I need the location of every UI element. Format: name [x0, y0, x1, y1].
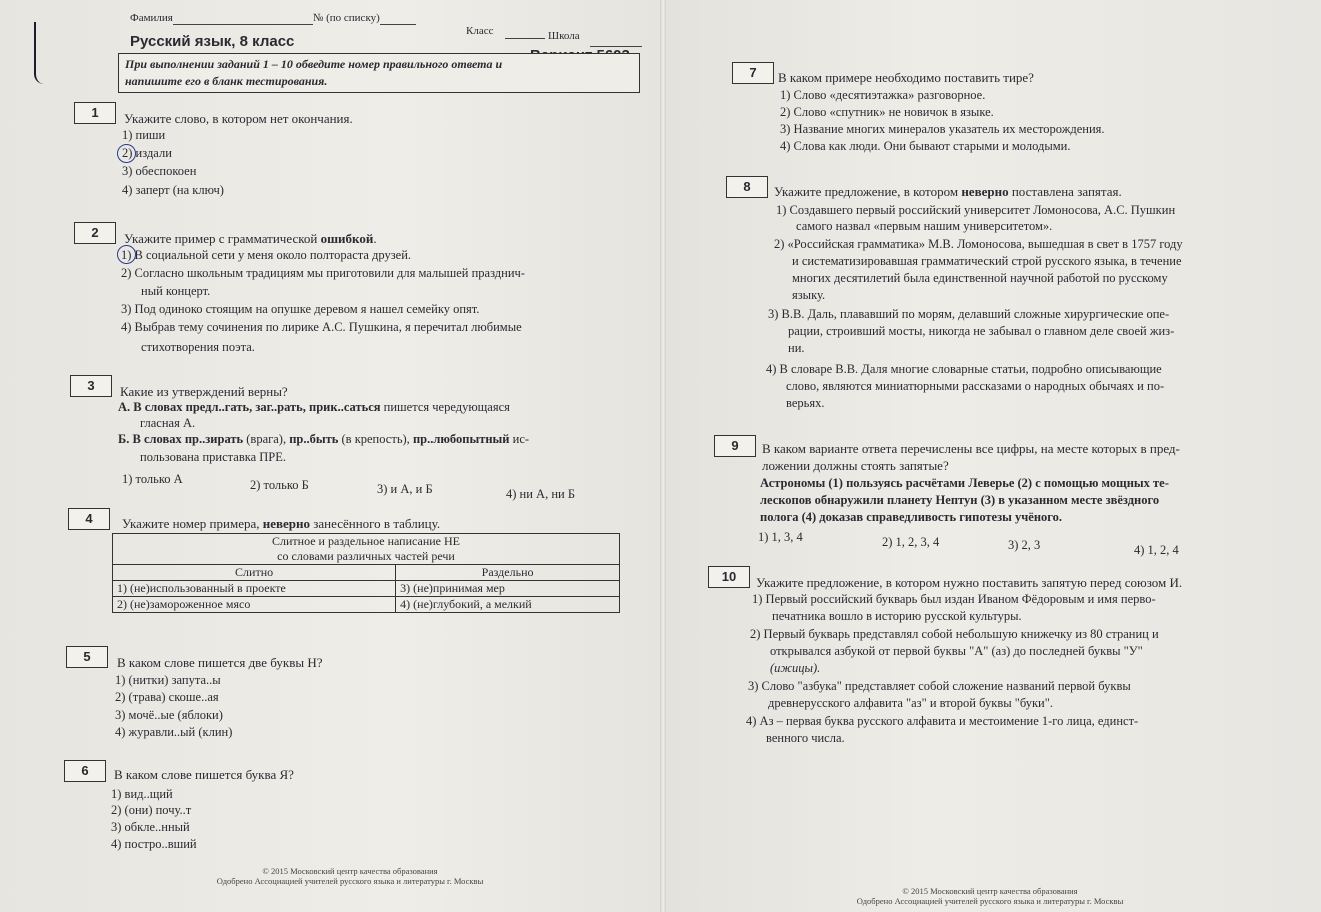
- q4-text-a: Укажите номер примера,: [122, 516, 263, 531]
- q3-option-1[interactable]: 1) только А: [122, 472, 183, 486]
- q7-option-1[interactable]: 1) Слово «десятиэтажка» разговорное.: [780, 88, 986, 102]
- q3-b-word2: пр..быть: [289, 432, 339, 446]
- q9-sentence-1: Астрономы (1) пользуясь расчётами Леверье (2) с помощью мощных те-: [760, 476, 1169, 490]
- q3-b-mid2: (в крепость),: [338, 432, 413, 446]
- q8-option-3-cont2: ни.: [788, 341, 805, 355]
- q5-option-2[interactable]: 2) (трава) скоше..ая: [115, 690, 219, 704]
- table-row: [113, 581, 620, 597]
- q3-b-rest: ис-: [509, 432, 530, 446]
- school-label: Школа: [548, 30, 580, 42]
- instruction-box: [118, 53, 640, 93]
- footer-right: [840, 886, 1140, 906]
- q1-option-3[interactable]: 3) обеспокоен: [122, 164, 197, 178]
- q4-col-header-1: Слитно: [113, 565, 396, 581]
- q2-option-2-cont: ный концерт.: [141, 284, 211, 298]
- q3-b-word1: пр..зирать: [184, 432, 244, 446]
- q3-option-4[interactable]: 4) ни А, ни Б: [506, 487, 576, 501]
- q2-text: [124, 231, 377, 247]
- q5-option-4[interactable]: 4) журавли..ый (клин): [115, 725, 233, 739]
- q8-option-2-cont1: и систематизировавшая грамматический строй русского языка, в течение: [792, 254, 1182, 268]
- q4-col-header-2: Раздельно: [396, 565, 620, 581]
- q7-option-4[interactable]: 4) Слова как люди. Они бывают старыми и молодыми.: [780, 139, 1071, 153]
- footer-left-line1: © 2015 Московский центр качества образования: [262, 866, 438, 876]
- subject-title: Русский язык, 8 класс: [130, 33, 295, 50]
- surname-label: Фамилия: [130, 12, 173, 24]
- instruction-line2: напишите его в бланк тестирования.: [125, 74, 328, 88]
- q8-option-4-cont2: верьях.: [786, 396, 825, 410]
- q3-statement-b: [118, 432, 529, 447]
- q10-option-3-cont: древнерусского алфавита "аз" и второй буквы "буки".: [768, 696, 1053, 710]
- q4-text-c: занесённого в таблицу.: [310, 516, 441, 531]
- table-row: [113, 565, 620, 581]
- q6-text: В каком слове пишется буква Я?: [114, 767, 294, 782]
- q4-table-title: [113, 534, 620, 565]
- q6-option-4[interactable]: 4) постро..вший: [111, 837, 197, 851]
- q6-option-3[interactable]: 3) обкле..нный: [111, 820, 190, 834]
- q8-text: [774, 184, 1122, 200]
- q2-option-4[interactable]: 4) Выбрав тему сочинения по лирике А.С. Пушкина, я перечитал любимые: [121, 320, 522, 334]
- q3-b-label: Б. В словах: [118, 432, 185, 446]
- q8-number: 8: [726, 176, 768, 198]
- q8-text-c: поставлена запятая.: [1008, 184, 1122, 199]
- q10-option-2[interactable]: 2) Первый букварь представлял собой небольшую книжечку из 80 страниц и: [750, 627, 1159, 641]
- q4-cell-r1c1[interactable]: 1) (не)использованный в проекте: [113, 581, 396, 597]
- q3-text: Какие из утверждений верны?: [120, 384, 288, 399]
- q4-table-title-2: со словами различных частей речи: [277, 549, 455, 563]
- q4-cell-r2c1[interactable]: 2) (не)замороженное мясо: [113, 597, 396, 613]
- q2-option-4-cont: стихотворения поэта.: [141, 340, 255, 354]
- q4-table-title-1: Слитное и раздельное написание НЕ: [271, 534, 460, 548]
- q2-number: 2: [74, 222, 116, 244]
- q5-number: 5: [66, 646, 108, 668]
- q10-option-3[interactable]: 3) Слово "азбука" представляет собой сложение названий первой буквы: [748, 679, 1131, 693]
- q10-option-1[interactable]: 1) Первый российский букварь был издан Иваном Фёдоровым и имя перво-: [752, 592, 1156, 606]
- answer-circle-q1: [117, 144, 136, 163]
- footer-right-line2: Одобрено Ассоциацией учителей русского языка и литературы г. Москвы: [856, 896, 1124, 906]
- q5-option-3[interactable]: 3) мочё..ые (яблоки): [115, 708, 223, 722]
- list-no-label: № (по списку): [312, 12, 380, 24]
- footer-right-line1: © 2015 Московский центр качества образования: [902, 886, 1078, 896]
- q9-option-3[interactable]: 3) 2, 3: [1008, 538, 1041, 552]
- q3-number: 3: [70, 375, 112, 397]
- surname-line: [173, 12, 313, 25]
- q9-text-1: В каком варианте ответа перечислены все цифры, на месте которых в пред-: [762, 441, 1180, 456]
- q3-a-label: А. В словах: [118, 400, 186, 414]
- q8-option-1-cont: самого назвал «первым нашим университетом».: [796, 219, 1053, 233]
- q8-text-bold: неверно: [961, 184, 1009, 199]
- q8-option-4[interactable]: 4) В словаре В.В. Даля многие словарные статьи, подробно описывающие: [766, 362, 1162, 376]
- q8-option-2-cont3: языку.: [792, 288, 826, 302]
- q3-statement-a-cont: гласная А.: [140, 416, 196, 430]
- q8-option-1[interactable]: 1) Создавшего первый российский университет Ломоносова, А.С. Пушкин: [776, 203, 1176, 217]
- footer-left-line2: Одобрено Ассоциацией учителей русского языка и литературы г. Москвы: [216, 876, 484, 886]
- q2-text-c: .: [373, 231, 377, 246]
- q1-option-4[interactable]: 4) заперт (на ключ): [122, 183, 224, 197]
- answer-circle-q2: [117, 245, 136, 264]
- q2-text-a: Укажите пример с грамматической: [124, 231, 321, 246]
- q3-statement-a: [118, 400, 510, 415]
- q3-option-2[interactable]: 2) только Б: [250, 478, 309, 492]
- q1-number: 1: [74, 102, 116, 124]
- q7-text: В каком примере необходимо поставить тире?: [778, 70, 1034, 85]
- q1-option-1[interactable]: 1) пиши: [122, 128, 166, 142]
- q1-option-2[interactable]: 2) издали: [122, 146, 172, 160]
- footer-left: [200, 866, 500, 886]
- q3-b-mid1: (врага),: [243, 432, 290, 446]
- q9-sentence-3: полога (4) доказав справедливость гипотезы учёного.: [760, 510, 1063, 524]
- q8-option-4-cont1: слово, являются миниатюрными рассказами о народных обычаях и по-: [786, 379, 1165, 393]
- q7-number: 7: [732, 62, 774, 84]
- q6-number: 6: [64, 760, 106, 782]
- q10-option-1-cont: печатника вошло в историю русской культуры.: [772, 609, 1022, 623]
- header-fields: [130, 12, 416, 25]
- q9-sentence-2: лескопов обнаружили планету Нептун (3) в указанном месте звёздного: [760, 493, 1160, 507]
- list-no-line: [380, 12, 416, 25]
- q10-option-2-cont2: (ижицы).: [770, 661, 821, 675]
- q4-text: [122, 516, 440, 532]
- q10-option-4[interactable]: 4) Аз – первая буква русского алфавита и местоимение 1-го лица, единст-: [746, 714, 1139, 728]
- q4-number: 4: [68, 508, 110, 530]
- q4-cell-r2c2[interactable]: 4) (не)глубокий, а мелкий: [396, 597, 620, 613]
- q9-option-2[interactable]: 2) 1, 2, 3, 4: [882, 535, 940, 549]
- q3-a-words: предл..гать, заг..рать, прик..саться: [185, 400, 381, 414]
- class-line: [505, 38, 545, 39]
- q3-b-word3: пр..любопытный: [412, 432, 510, 446]
- table-row: [113, 534, 620, 565]
- q10-option-2-cont1: открывался азбукой от первой буквы "А" (аз) до последней буквы "У": [770, 644, 1143, 658]
- q6-option-1[interactable]: 1) вид..щий: [111, 787, 173, 801]
- q4-table: [112, 533, 620, 613]
- page-fold: [660, 0, 666, 912]
- q8-option-2-cont2: многих десятилетий была единственной научной работой по русскому: [792, 271, 1168, 285]
- q4-cell-r1c2[interactable]: 3) (не)принимая мер: [396, 581, 620, 597]
- q10-text: Укажите предложение, в котором нужно поставить запятую перед союзом И.: [756, 575, 1183, 590]
- class-label: Класс: [466, 25, 494, 37]
- instruction-line1: При выполнении заданий 1 – 10 обведите номер правильного ответа и: [125, 57, 503, 71]
- q8-text-a: Укажите предложение, в котором: [774, 184, 962, 199]
- q10-option-4-cont: венного числа.: [766, 731, 845, 745]
- q3-statement-b-cont: пользована приставка ПРЕ.: [140, 450, 287, 464]
- q1-text: Укажите слово, в котором нет окончания.: [124, 111, 353, 126]
- q9-option-4[interactable]: 4) 1, 2, 4: [1134, 543, 1179, 557]
- q9-option-1[interactable]: 1) 1, 3, 4: [758, 530, 803, 544]
- q3-a-rest: пишется чередующаяся: [380, 400, 510, 414]
- table-row: [113, 597, 620, 613]
- q8-option-3-cont1: рации, строивший мосты, никогда не забывал о главном деле своей жиз-: [788, 324, 1175, 338]
- q9-text-2: ложении должны стоять запятые?: [762, 458, 949, 473]
- q2-option-2[interactable]: 2) Согласно школьным традициям мы приготовили для малышей празднич-: [121, 266, 525, 280]
- q4-text-bold: неверно: [262, 516, 311, 531]
- q5-option-1[interactable]: 1) (нитки) запута..ы: [115, 673, 221, 687]
- q2-option-3[interactable]: 3) Под одиноко стоящим на опушке деревом я нашел семейку опят.: [121, 302, 480, 316]
- q2-text-bold: ошибкой: [320, 231, 374, 246]
- q6-option-2[interactable]: 2) (они) почу..т: [111, 803, 192, 817]
- q8-option-2[interactable]: 2) «Российская грамматика» М.В. Ломоносова, вышедшая в свет в 1757 году: [774, 237, 1183, 251]
- q5-text: В каком слове пишется две буквы Н?: [117, 655, 323, 670]
- q2-option-1[interactable]: 1) В социальной сети у меня около полтораста друзей.: [121, 248, 412, 262]
- q7-option-3[interactable]: 3) Название многих минералов указатель их месторождения.: [780, 122, 1105, 136]
- q8-option-3[interactable]: 3) В.В. Даль, плававший по морям, делавший сложные хирургические опе-: [768, 307, 1170, 321]
- q9-number: 9: [714, 435, 756, 457]
- q10-number: 10: [708, 566, 750, 588]
- pen-mark: [34, 22, 48, 84]
- q3-option-3[interactable]: 3) и А, и Б: [377, 482, 433, 496]
- q7-option-2[interactable]: 2) Слово «спутник» не новичок в языке.: [780, 105, 994, 119]
